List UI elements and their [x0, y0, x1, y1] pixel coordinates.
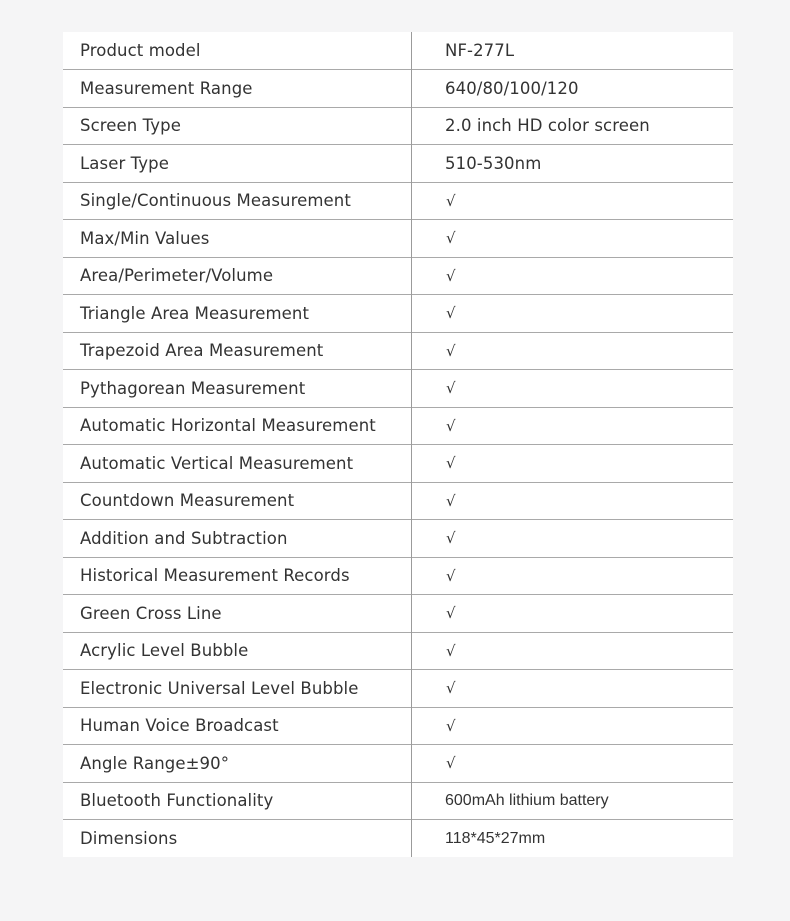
table-row — [63, 707, 733, 745]
check-mark: √ — [412, 482, 734, 520]
check-mark: √ — [412, 407, 734, 445]
check-mark: √ — [412, 370, 734, 408]
table-row — [63, 32, 733, 70]
table-row — [63, 820, 733, 858]
table-row — [63, 332, 733, 370]
check-mark: √ — [412, 220, 734, 258]
check-mark: √ — [412, 707, 734, 745]
spec-label: Dimensions — [63, 820, 412, 858]
spec-label: Area/Perimeter/Volume — [63, 257, 412, 295]
spec-label: Triangle Area Measurement — [63, 295, 412, 333]
spec-value: 510-530nm — [412, 145, 734, 183]
spec-label: Bluetooth Functionality — [63, 782, 412, 820]
table-row — [63, 745, 733, 783]
spec-label: Acrylic Level Bubble — [63, 632, 412, 670]
table-row — [63, 595, 733, 633]
spec-label: Laser Type — [63, 145, 412, 183]
check-mark: √ — [412, 595, 734, 633]
spec-label: Countdown Measurement — [63, 482, 412, 520]
table-row — [63, 107, 733, 145]
spec-value: 640/80/100/120 — [412, 70, 734, 108]
table-row — [63, 370, 733, 408]
check-mark: √ — [412, 332, 734, 370]
table-row — [63, 632, 733, 670]
spec-label: Screen Type — [63, 107, 412, 145]
spec-value: 2.0 inch HD color screen — [412, 107, 734, 145]
spec-label: Measurement Range — [63, 70, 412, 108]
table-row — [63, 145, 733, 183]
spec-value: 600mAh lithium battery — [412, 782, 734, 820]
table-row — [63, 182, 733, 220]
check-mark: √ — [412, 445, 734, 483]
check-mark: √ — [412, 745, 734, 783]
spec-label: Pythagorean Measurement — [63, 370, 412, 408]
spec-label: Angle Range±90° — [63, 745, 412, 783]
spec-label: Product model — [63, 32, 412, 70]
spec-label: Max/Min Values — [63, 220, 412, 258]
spec-label: Single/Continuous Measurement — [63, 182, 412, 220]
table-row — [63, 782, 733, 820]
check-mark: √ — [412, 670, 734, 708]
check-mark: √ — [412, 295, 734, 333]
check-mark: √ — [412, 557, 734, 595]
table-row — [63, 407, 733, 445]
table-row — [63, 520, 733, 558]
check-mark: √ — [412, 257, 734, 295]
spec-table — [63, 32, 733, 857]
spec-label: Green Cross Line — [63, 595, 412, 633]
table-row — [63, 70, 733, 108]
table-row — [63, 257, 733, 295]
table-row — [63, 557, 733, 595]
table-row — [63, 670, 733, 708]
spec-label: Human Voice Broadcast — [63, 707, 412, 745]
spec-label: Trapezoid Area Measurement — [63, 332, 412, 370]
spec-label: Automatic Vertical Measurement — [63, 445, 412, 483]
spec-label: Electronic Universal Level Bubble — [63, 670, 412, 708]
table-row — [63, 295, 733, 333]
check-mark: √ — [412, 632, 734, 670]
spec-label: Historical Measurement Records — [63, 557, 412, 595]
spec-value: 118*45*27mm — [412, 820, 734, 858]
spec-value: NF-277L — [445, 41, 515, 60]
spec-label: Addition and Subtraction — [63, 520, 412, 558]
table-row — [63, 220, 733, 258]
table-row — [63, 445, 733, 483]
spec-label: Automatic Horizontal Measurement — [63, 407, 412, 445]
table-row — [63, 482, 733, 520]
check-mark: √ — [412, 520, 734, 558]
check-mark: √ — [412, 182, 734, 220]
